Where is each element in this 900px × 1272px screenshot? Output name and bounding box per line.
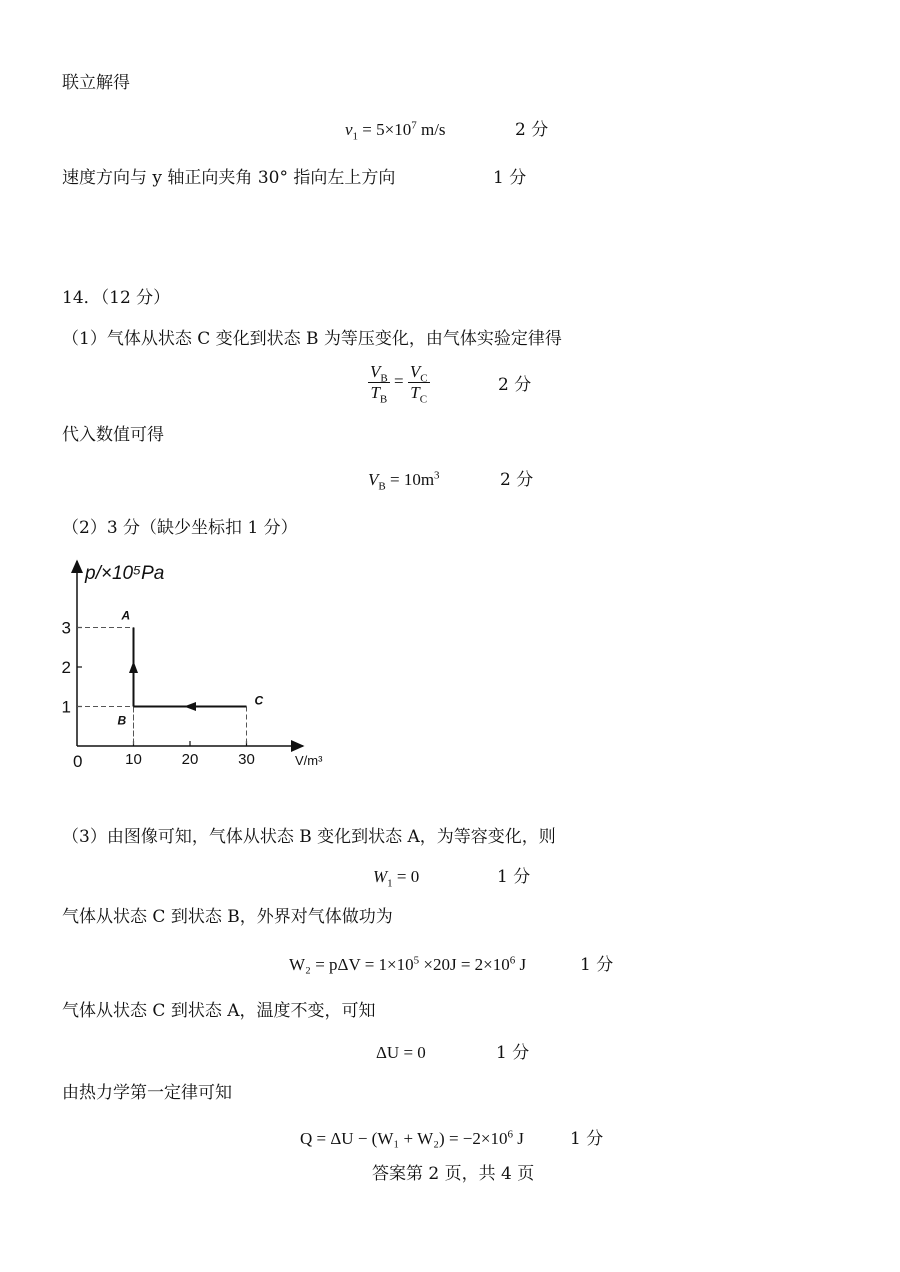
equation-w1: $W_1 = 0$	[373, 867, 420, 890]
x-axis-label: V/m³	[295, 753, 323, 768]
score: 1 分	[497, 867, 531, 887]
score: 1 分	[570, 1129, 604, 1149]
point-label-b: B	[117, 713, 127, 728]
score: 1 分	[493, 168, 527, 188]
text-line: （2）3 分（缺少坐标扣 1 分）	[62, 518, 298, 538]
score: 1 分	[496, 1043, 530, 1063]
equation-v1: $v_1 = 5\times 10^7$ m/s	[345, 119, 446, 143]
direction-arrow	[184, 702, 196, 711]
point-label-c: C	[254, 693, 264, 708]
score: 2 分	[500, 470, 534, 490]
score: 2 分	[498, 375, 532, 395]
page-footer: 答案第 2 页，共 4 页	[372, 1164, 535, 1184]
text-line: 气体从状态 C 到状态 B，外界对气体做功为	[62, 907, 393, 927]
text-line: 气体从状态 C 到状态 A，温度不变，可知	[62, 1001, 376, 1021]
pv-diagram	[55, 555, 345, 780]
direction-arrow	[129, 661, 138, 673]
equation-vb: $V_B = 10m^3$	[368, 469, 440, 493]
x-tick-label: 10	[125, 751, 142, 768]
fraction-equation: $\frac{V_B}{T_B}$ = $\frac{V_C}{T_C}$	[370, 362, 428, 406]
equation-w2: $W_2 = p\Delta V = 1\times 10^5 \times 20J = 2\times 10^6$ J	[289, 954, 527, 974]
y-tick-label: 2	[61, 658, 71, 677]
text-line: 联立解得	[62, 73, 130, 93]
score: 1 分	[580, 955, 614, 975]
question-title: 14．（12 分）	[62, 288, 171, 308]
text-line: 代入数值可得	[62, 425, 164, 445]
equation-du: ΔU = 0	[376, 1043, 426, 1062]
text-line: 由热力学第一定律可知	[62, 1083, 232, 1103]
x-tick-label: 30	[238, 751, 255, 768]
y-axis-label: p/×10⁵Pa	[85, 563, 165, 584]
point-label-a: A	[121, 608, 131, 623]
equation-q: $Q = \Delta U - (W_1 + W_2) = -2\times 10^6$ J	[300, 1128, 524, 1148]
origin-label: 0	[73, 752, 83, 771]
y-tick-label: 3	[61, 618, 71, 638]
x-tick-label: 20	[181, 751, 199, 768]
text-line: （1）气体从状态 C 变化到状态 B 为等压变化，由气体实验定律得	[62, 329, 562, 349]
score: 2 分	[515, 120, 549, 140]
text-line: 速度方向与 y 轴正向夹角 30° 指向左上方向	[62, 168, 396, 188]
y-tick-label: 1	[61, 697, 71, 717]
text-line: （3）由图像可知，气体从状态 B 变化到状态 A，为等容变化，则	[62, 827, 556, 847]
